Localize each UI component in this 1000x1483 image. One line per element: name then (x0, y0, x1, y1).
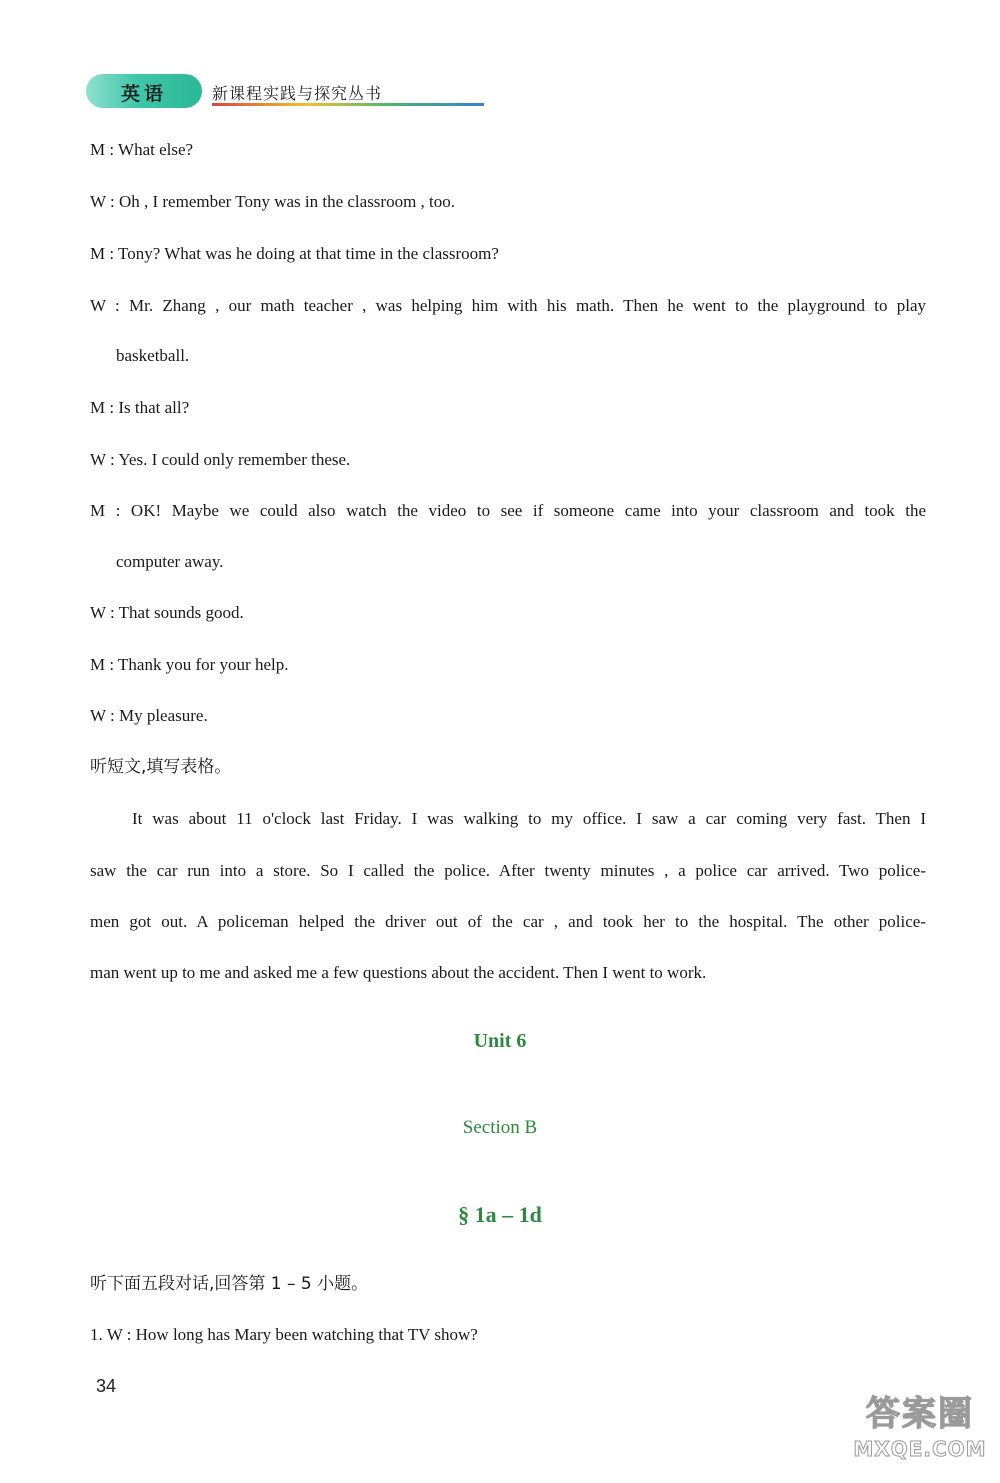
unit-title: Unit 6 (473, 1030, 527, 1052)
watermark-url: MXQE.COM (853, 1437, 987, 1461)
passage-line: It was about 11 o'clock last Friday. I was walking to my office. I saw a car coming very fast. Then I (132, 809, 926, 828)
dialogue-line: M : Tony? What was he doing at that time in the classroom? (90, 244, 499, 263)
watermark-logo (850, 1392, 990, 1474)
dialogue-line: M : Thank you for your help. (90, 655, 289, 674)
passage-line: man went up to me and asked me a few questions about the accident. Then I went to work. (90, 963, 707, 982)
dialogue-line: W : That sounds good. (90, 603, 244, 622)
instruction-text: 听短文,填写表格。 (90, 757, 232, 777)
page-header (86, 74, 406, 108)
passage-line: saw the car run into a store. So I called the police. After twenty minutes , a police car arrived. Two police- (90, 861, 926, 880)
question-line: 1. W : How long has Mary been watching that TV show? (90, 1325, 478, 1344)
dialogue-line: W : Mr. Zhang , our math teacher , was helping him with his math. Then he went to the playground to play (90, 296, 926, 315)
series-title: 新课程实践与探究丛书 (212, 84, 383, 103)
dialogue-line: M : Is that all? (90, 398, 190, 417)
dialogue-line-continuation: basketball. (116, 346, 190, 365)
series-underline (212, 103, 484, 106)
dialogue-line-continuation: computer away. (116, 552, 224, 571)
dialogue-line: M : What else? (90, 140, 194, 159)
subject-label: 英语 (120, 83, 167, 105)
dialogue-line: W : My pleasure. (90, 706, 208, 725)
dialogue-line: W : Yes. I could only remember these. (90, 450, 351, 469)
instruction-text: 听下面五段对话,回答第 1 – 5 小题。 (90, 1274, 369, 1294)
watermark-text: 答案圈 (866, 1394, 974, 1434)
dialogue-line: M : OK! Maybe we could also watch the video to see if someone came into your classroom and took the (90, 501, 926, 520)
subject-tag (86, 74, 202, 108)
page-number: 34 (96, 1376, 117, 1396)
dialogue-line: W : Oh , I remember Tony was in the classroom , too. (90, 192, 456, 211)
passage-line: men got out. A policeman helped the driver out of the car , and took her to the hospital. The other police- (90, 912, 926, 931)
section-title: Section B (462, 1117, 538, 1138)
subsection-title: § 1a – 1d (458, 1202, 542, 1227)
